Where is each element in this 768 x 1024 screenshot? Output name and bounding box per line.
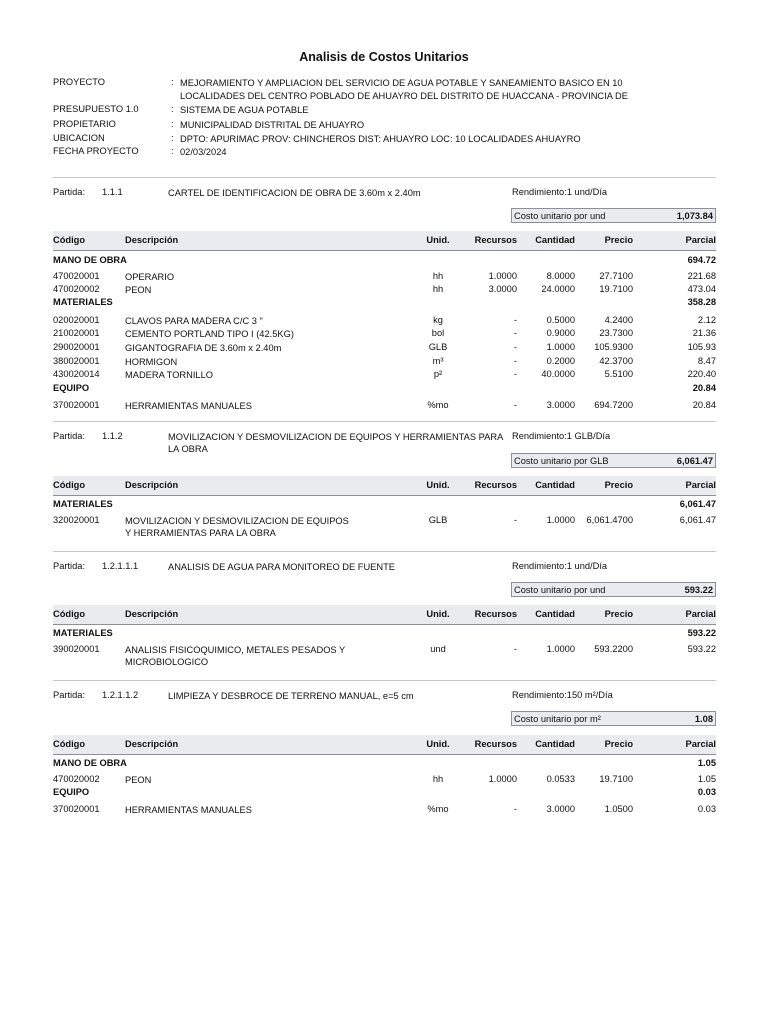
col-parcial: Parcial	[685, 235, 716, 245]
cell-descripcion: MOVILIZACION Y DESMOVILIZACION DE EQUIPOS Y HERRAMIENTAS PARA LA OBRA	[125, 516, 349, 538]
cell-recursos: -	[513, 328, 517, 338]
header-label: PROYECTO	[53, 77, 106, 87]
cell-codigo: 470020002	[53, 774, 100, 784]
header-value: SISTEMA DE AGUA POTABLE	[180, 105, 309, 115]
partida-description: MOVILIZACION Y DESMOVILIZACION DE EQUIPOS Y HERRAMIENTAS PARA LA OBRA	[168, 432, 503, 454]
col-unid: Unid.	[426, 480, 450, 490]
group-header	[53, 499, 716, 511]
group-header	[53, 628, 716, 640]
cell-precio: 27.7100	[599, 271, 633, 281]
group-header	[53, 297, 716, 309]
table-row	[53, 515, 716, 541]
cell-cantidad: 0.9000	[546, 328, 575, 338]
col-precio: Precio	[604, 609, 633, 619]
cell-parcial: 6,061.47	[679, 515, 716, 525]
group-name: MATERIALES	[53, 499, 113, 509]
header-value: MEJORAMIENTO Y AMPLIACION DEL SERVICIO DE AGUA POTABLE Y SANEAMIENTO BASICO EN 10 LOCALIDADES DEL CENTRO POBLADO DE AHUAYRO DEL DISTRITO DE HUACCANA - PROVINCIA DE	[180, 78, 628, 101]
col-recursos: Recursos	[474, 739, 517, 749]
partida-label: Partida:	[53, 187, 86, 197]
partida-rendimiento: Rendimiento:150 m²/Día	[512, 690, 613, 700]
cell-parcial: 593.22	[687, 644, 716, 654]
partida-rendimiento: Rendimiento:1 und/Día	[512, 561, 608, 571]
header-label: UBICACION	[53, 133, 105, 143]
header-value: DPTO: APURIMAC PROV: CHINCHEROS DIST: AHUAYRO LOC: 10 LOCALIDADES AHUAYRO	[180, 134, 581, 144]
cell-precio: 23.7300	[599, 328, 633, 338]
partida-rendimiento: Rendimiento:1 GLB/Día	[512, 431, 611, 441]
costo-unitario-value: 593.22	[684, 585, 713, 595]
group-name: EQUIPO	[53, 383, 90, 393]
cell-cantidad: 24.0000	[541, 284, 575, 294]
cell-parcial: 21.36	[692, 328, 716, 338]
divider	[53, 421, 716, 422]
col-descripcion: Descripción	[125, 739, 179, 749]
table-header	[53, 476, 716, 496]
cell-parcial: 20.84	[692, 400, 716, 410]
cell-cantidad: 0.5000	[546, 315, 575, 325]
cell-recursos: 3.0000	[488, 284, 517, 294]
col-precio: Precio	[604, 480, 633, 490]
cell-descripcion: HERRAMIENTAS MANUALES	[125, 805, 252, 815]
cell-parcial: 473.04	[687, 284, 716, 294]
cell-descripcion: PEON	[125, 775, 152, 785]
col-codigo: Código	[53, 480, 86, 490]
cell-descripcion: CEMENTO PORTLAND TIPO I (42.5KG)	[125, 329, 294, 339]
cell-codigo: 470020002	[53, 284, 100, 294]
table-header	[53, 231, 716, 251]
table-row	[53, 284, 716, 296]
partida-code: 1.1.1	[102, 187, 123, 197]
group-header	[53, 758, 716, 770]
cell-recursos: 1.0000	[488, 774, 517, 784]
partida-description: CARTEL DE IDENTIFICACION DE OBRA DE 3.60m x 2.40m	[168, 188, 421, 198]
cell-precio: 105.9300	[594, 342, 633, 352]
col-recursos: Recursos	[474, 480, 517, 490]
cell-precio: 4.2400	[604, 315, 633, 325]
cell-parcial: 1.05	[697, 774, 716, 784]
table-row	[53, 644, 716, 670]
col-descripcion: Descripción	[125, 609, 179, 619]
costo-unitario-value: 1.08	[694, 714, 713, 724]
table-row	[53, 400, 716, 412]
col-cantidad: Cantidad	[535, 235, 575, 245]
costo-unitario-label: Costo unitario por m²	[514, 714, 601, 724]
cell-unid: %mo	[427, 804, 449, 814]
partida-rendimiento: Rendimiento:1 und/Día	[512, 187, 608, 197]
col-precio: Precio	[604, 739, 633, 749]
col-unid: Unid.	[426, 235, 450, 245]
cell-cantidad: 1.0000	[546, 342, 575, 352]
cell-cantidad: 0.0533	[546, 774, 575, 784]
col-cantidad: Cantidad	[535, 739, 575, 749]
cell-cantidad: 40.0000	[541, 369, 575, 379]
cell-unid: kg	[433, 315, 443, 325]
cell-codigo: 370020001	[53, 400, 100, 410]
col-unid: Unid.	[426, 739, 450, 749]
cell-cantidad: 1.0000	[546, 644, 575, 654]
cell-precio: 1.0500	[604, 804, 633, 814]
cell-unid: GLB	[428, 342, 448, 352]
col-recursos: Recursos	[474, 235, 517, 245]
partida-description: ANALISIS DE AGUA PARA MONITOREO DE FUENTE	[168, 562, 395, 572]
col-parcial: Parcial	[685, 739, 716, 749]
cell-unid: %mo	[427, 400, 449, 410]
table-row	[53, 271, 716, 283]
cell-codigo: 370020001	[53, 804, 100, 814]
table-row	[53, 328, 716, 340]
cell-descripcion: PEON	[125, 285, 152, 295]
cell-unid: p²	[433, 369, 443, 379]
divider	[53, 551, 716, 552]
cell-unid: hh	[432, 284, 444, 294]
cell-recursos: 1.0000	[488, 271, 517, 281]
partida-label: Partida:	[53, 690, 86, 700]
cell-precio: 593.2200	[594, 644, 633, 654]
cell-parcial: 8.47	[697, 356, 716, 366]
costo-unitario-label: Costo unitario por und	[514, 211, 606, 221]
costo-unitario-value: 1,073.84	[676, 211, 713, 221]
cell-codigo: 320020001	[53, 515, 100, 525]
col-descripcion: Descripción	[125, 480, 179, 490]
divider	[53, 177, 716, 178]
costo-unitario-box	[511, 453, 716, 468]
costo-unitario-box	[511, 208, 716, 223]
group-name: EQUIPO	[53, 787, 90, 797]
col-codigo: Código	[53, 235, 86, 245]
header-label: FECHA PROYECTO	[53, 146, 139, 156]
cell-codigo: 430020014	[53, 369, 100, 379]
cell-precio: 6,061.4700	[586, 515, 633, 525]
header-value: 02/03/2024	[180, 147, 227, 157]
group-total: 593.22	[687, 628, 716, 638]
costo-unitario-box	[511, 711, 716, 726]
costo-unitario-label: Costo unitario por GLB	[514, 456, 609, 466]
cell-parcial: 105.93	[687, 342, 716, 352]
col-codigo: Código	[53, 609, 86, 619]
group-name: MATERIALES	[53, 628, 113, 638]
cell-codigo: 380020001	[53, 356, 100, 366]
partida-label: Partida:	[53, 561, 86, 571]
cell-cantidad: 8.0000	[546, 271, 575, 281]
partida-description: LIMPIEZA Y DESBROCE DE TERRENO MANUAL, e=5 cm	[168, 691, 414, 701]
col-recursos: Recursos	[474, 609, 517, 619]
cell-recursos: -	[513, 644, 517, 654]
cell-cantidad: 0.2000	[546, 356, 575, 366]
cell-unid: hh	[432, 774, 444, 784]
cell-parcial: 0.03	[697, 804, 716, 814]
cell-unid: und	[430, 644, 446, 654]
table-row	[53, 804, 716, 816]
col-parcial: Parcial	[685, 480, 716, 490]
group-total: 20.84	[692, 383, 716, 393]
cell-descripcion: ANALISIS FISICOQUIMICO, METALES PESADOS Y MICROBIOLOGICO	[125, 645, 346, 667]
cell-parcial: 221.68	[687, 271, 716, 281]
cell-unid: m³	[432, 356, 444, 366]
table-row	[53, 342, 716, 354]
cell-precio: 19.7100	[599, 774, 633, 784]
partida-label: Partida:	[53, 431, 86, 441]
cell-codigo: 210020001	[53, 328, 100, 338]
col-parcial: Parcial	[685, 609, 716, 619]
cell-codigo: 290020001	[53, 342, 100, 352]
costo-unitario-label: Costo unitario por und	[514, 585, 606, 595]
cell-precio: 19.7100	[599, 284, 633, 294]
col-descripcion: Descripción	[125, 235, 179, 245]
cell-recursos: -	[513, 515, 517, 525]
cell-descripcion: CLAVOS PARA MADERA C/C 3 "	[125, 316, 263, 326]
group-total: 358.28	[687, 297, 716, 307]
cell-cantidad: 3.0000	[546, 804, 575, 814]
cell-descripcion: HORMIGON	[125, 357, 178, 367]
group-name: MATERIALES	[53, 297, 113, 307]
table-header	[53, 605, 716, 625]
col-precio: Precio	[604, 235, 633, 245]
table-row	[53, 356, 716, 368]
page-title: Analisis de Costos Unitarios	[299, 50, 469, 64]
divider	[53, 680, 716, 681]
group-total: 0.03	[697, 787, 716, 797]
col-unid: Unid.	[426, 609, 450, 619]
cell-descripcion: HERRAMIENTAS MANUALES	[125, 401, 252, 411]
cell-parcial: 2.12	[697, 315, 716, 325]
group-total: 1.05	[697, 758, 716, 768]
cell-recursos: -	[513, 804, 517, 814]
cell-precio: 42.3700	[599, 356, 633, 366]
group-header	[53, 383, 716, 395]
cell-unid: hh	[432, 271, 444, 281]
cell-descripcion: OPERARIO	[125, 272, 175, 282]
group-header	[53, 255, 716, 267]
col-cantidad: Cantidad	[535, 480, 575, 490]
cell-cantidad: 3.0000	[546, 400, 575, 410]
cell-recursos: -	[513, 356, 517, 366]
cell-recursos: -	[513, 369, 517, 379]
group-total: 694.72	[687, 255, 716, 265]
header-label: PROPIETARIO	[53, 119, 116, 129]
group-header	[53, 787, 716, 799]
table-row	[53, 774, 716, 786]
cell-cantidad: 1.0000	[546, 515, 575, 525]
cell-parcial: 220.40	[687, 369, 716, 379]
cell-recursos: -	[513, 400, 517, 410]
costo-unitario-value: 6,061.47	[676, 456, 713, 466]
partida-code: 1.2.1.1.1	[102, 561, 139, 571]
cell-precio: 694.7200	[594, 400, 633, 410]
cell-recursos: -	[513, 342, 517, 352]
header-value: MUNICIPALIDAD DISTRITAL DE AHUAYRO	[180, 120, 365, 130]
header-label: PRESUPUESTO 1.0	[53, 104, 139, 114]
table-header	[53, 735, 716, 755]
partida-code: 1.1.2	[102, 431, 123, 441]
cell-codigo: 020020001	[53, 315, 100, 325]
costo-unitario-box	[511, 582, 716, 597]
cell-codigo: 390020001	[53, 644, 100, 654]
cell-recursos: -	[513, 315, 517, 325]
group-name: MANO DE OBRA	[53, 255, 127, 265]
cell-codigo: 470020001	[53, 271, 100, 281]
cell-descripcion: GIGANTOGRAFIA DE 3.60m x 2.40m	[125, 343, 282, 353]
col-cantidad: Cantidad	[535, 609, 575, 619]
col-codigo: Código	[53, 739, 86, 749]
cell-unid: GLB	[428, 515, 448, 525]
cell-unid: bol	[431, 328, 445, 338]
cell-precio: 5.5100	[604, 369, 633, 379]
cell-descripcion: MADERA TORNILLO	[125, 370, 214, 380]
partida-code: 1.2.1.1.2	[102, 690, 139, 700]
group-name: MANO DE OBRA	[53, 758, 127, 768]
group-total: 6,061.47	[679, 499, 716, 509]
table-row	[53, 315, 716, 327]
table-row	[53, 369, 716, 381]
